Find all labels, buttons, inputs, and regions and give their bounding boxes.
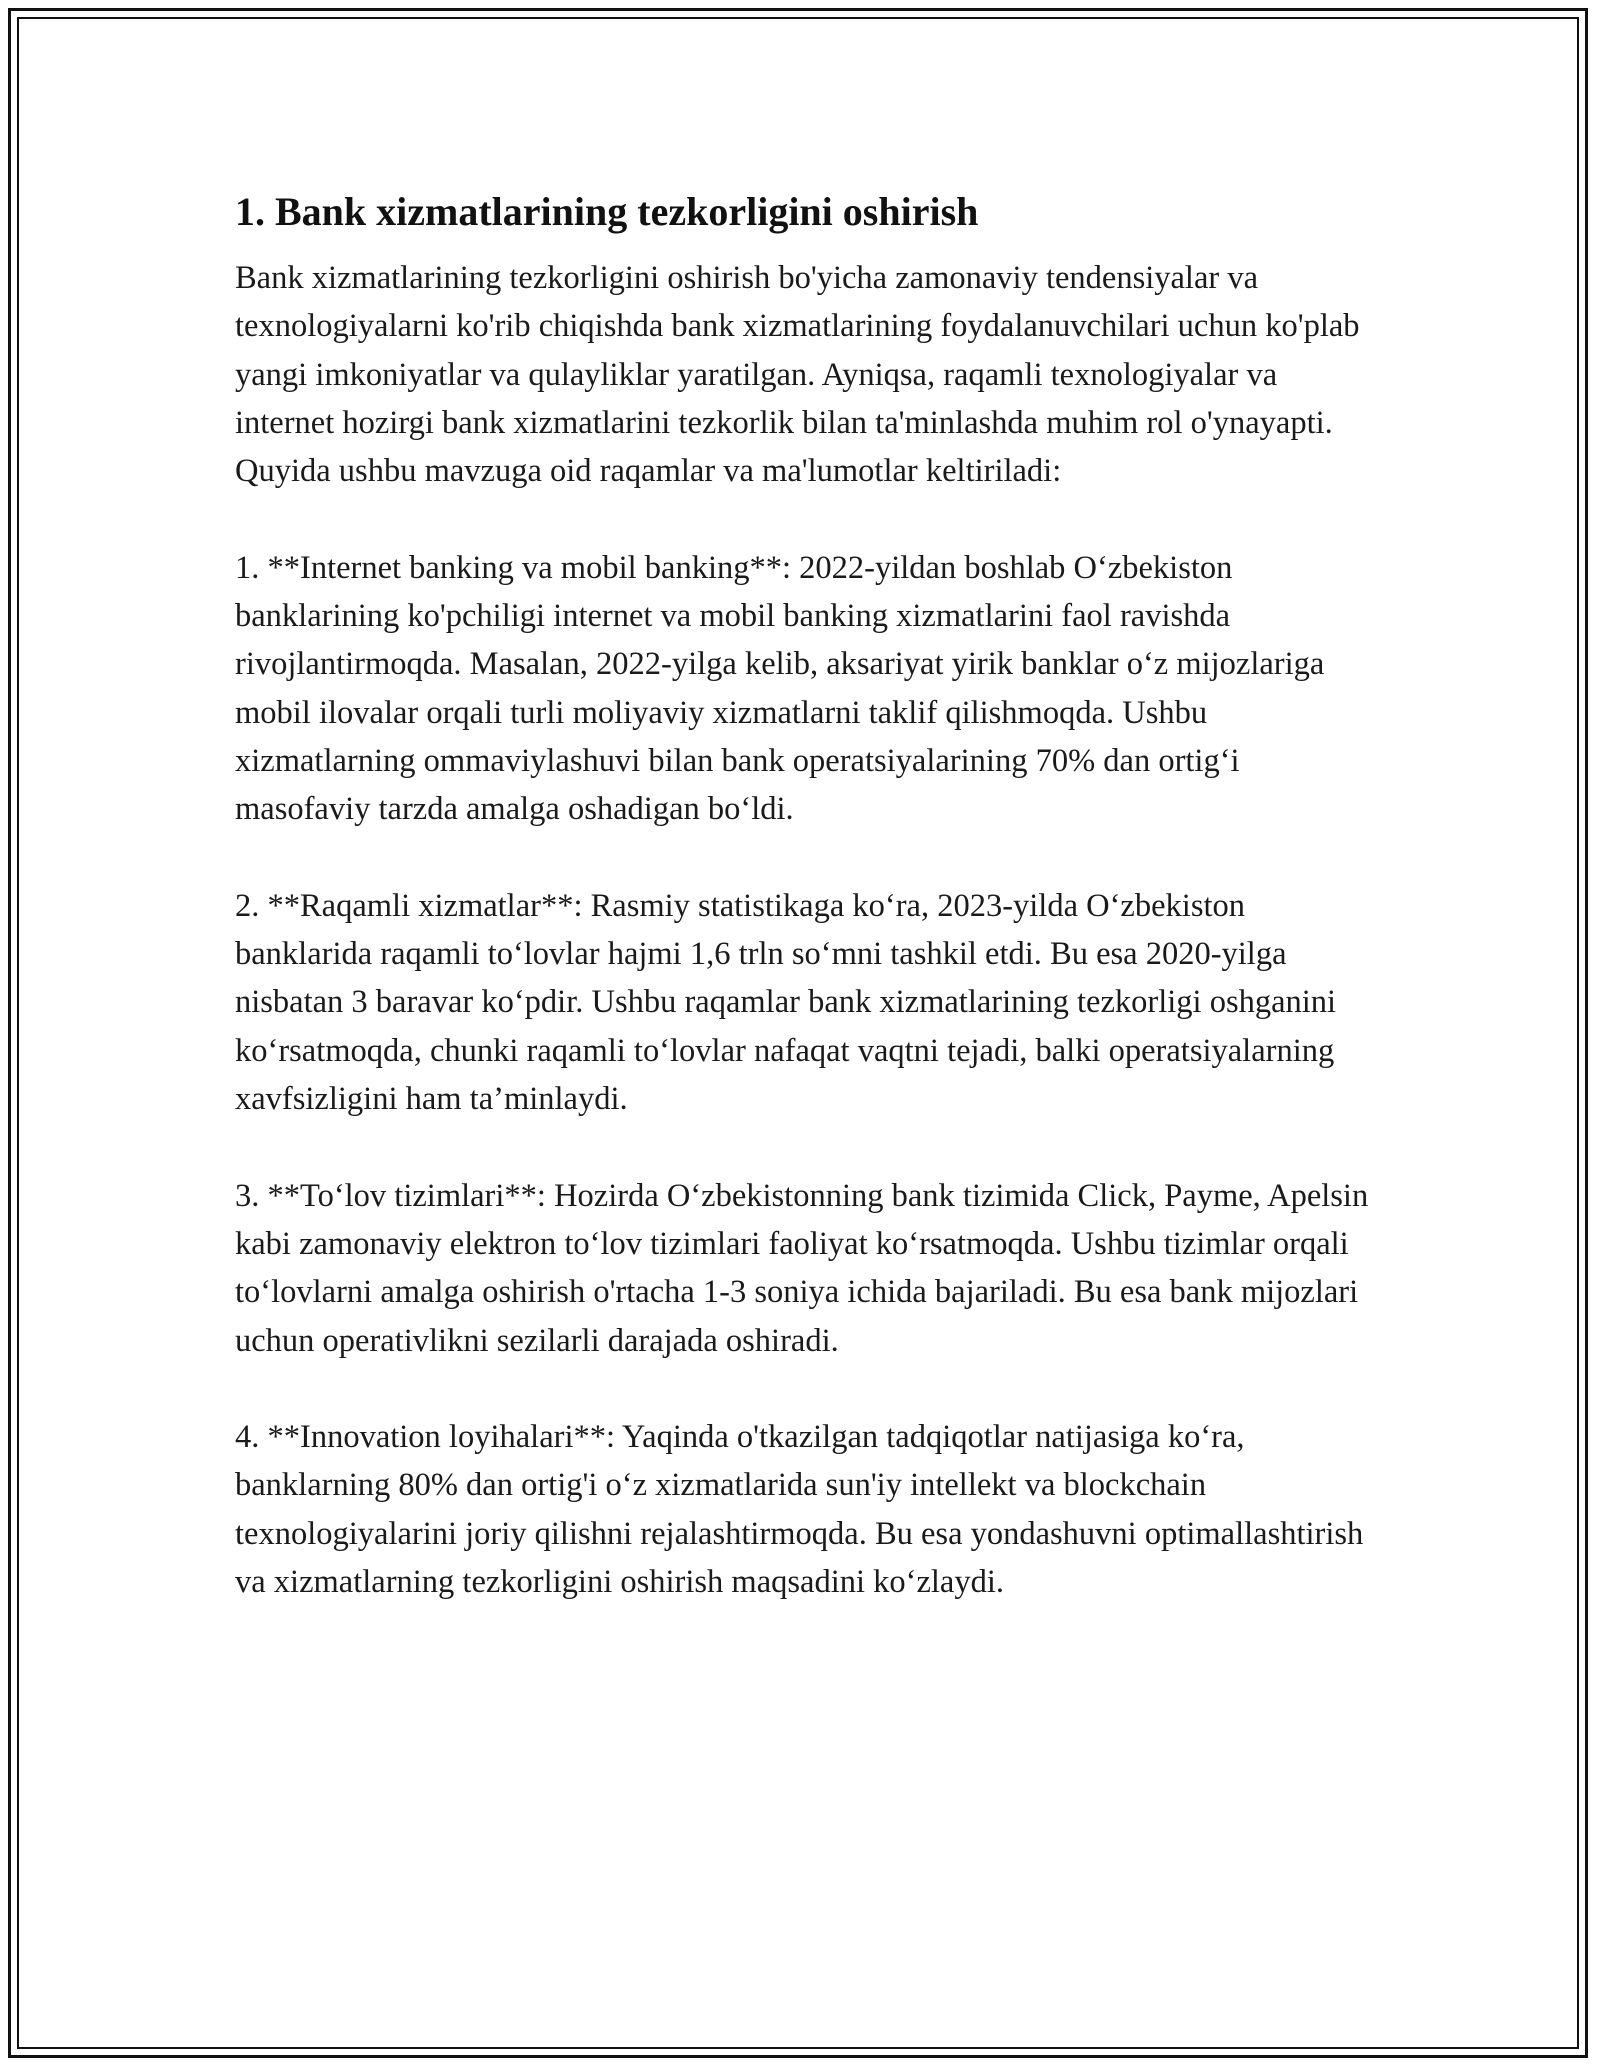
paragraph-internet-banking: 1. **Internet banking va mobil banking**: 2022-yildan boshlab O‘zbekiston banklarining ko'pchiligi internet va mobil banking xizmatlarini faol ravishda rivojlantirmoqda. Masalan, 2022-yilga kelib, aksariyat yirik banklar o‘z mijozlariga mobil ilovalar orqali turli moliyaviy xizmatlarni taklif qilishmoqda. Ushbu xizmatlarning ommaviylashuvi bilan bank operatsiyalarining 70% dan ortig‘i masofaviy tarzda amalga oshadigan bo‘ldi. — [235, 549, 1325, 828]
intro-paragraph: Bank xizmatlarining tezkorligini oshirish bo'yicha zamonaviy tendensiyalar va texnologiyalarni ko'rib chiqishda bank xizmatlarining foydalanuvchilari uchun ko'plab yangi imkoniyatlar va qulayliklar yaratilgan. Ayniqsa, raqamli texnologiyalar va internet hozirgi bank xizmatlarini tezkorlik bilan ta'minlashda muhim rol o'ynayapti. Quyida ushbu mavzuga oid raqamlar va ma'lumotlar keltiriladi: — [235, 260, 1360, 490]
document-title: 1. Bank xizmatlarining tezkorligini oshirish — [235, 189, 979, 234]
paragraph-digital-services: 2. **Raqamli xizmatlar**: Rasmiy statistikaga ko‘ra, 2023-yilda O‘zbekiston banklarida raqamli to‘lovlar hajmi 1,6 trln so‘mni tashkil etdi. Bu esa 2020-yilga nisbatan 3 baravar ko‘pdir. Ushbu raqamlar bank xizmatlarining tezkorligi oshganini ko‘rsatmoqda, chunki raqamli to‘lovlar nafaqat vaqtni tejadi, balki operatsiyalarning xavfsizligini ham ta’minlaydi. — [235, 887, 1337, 1118]
paragraph-payment-systems: 3. **To‘lov tizimlari**: Hozirda O‘zbekistonning bank tizimida Click, Payme, Apelsin kabi zamonaviy elektron to‘lov tizimlari faoliyat ko‘rsatmoqda. Ushbu tizimlar orqali to‘lovlarni amalga oshirish o'rtacha 1-3 soniya ichida bajariladi. Bu esa bank mijozlari uchun operativlikni sezilarli darajada oshiradi. — [235, 1177, 1369, 1359]
document-body — [235, 188, 1375, 1606]
paragraph-innovation-projects: 4. **Innovation loyihalari**: Yaqinda o'tkazilgan tadqiqotlar natijasiga ko‘ra, banklarning 80% dan ortig'i o‘z xizmatlarida sun'iy intellekt va blockchain texnologiyalarini joriy qilishni rejalashtirmoqda. Bu esa yondashuvni optimallashtirish va xizmatlarning tezkorligini oshirish maqsadini ko‘zlaydi. — [235, 1419, 1364, 1601]
